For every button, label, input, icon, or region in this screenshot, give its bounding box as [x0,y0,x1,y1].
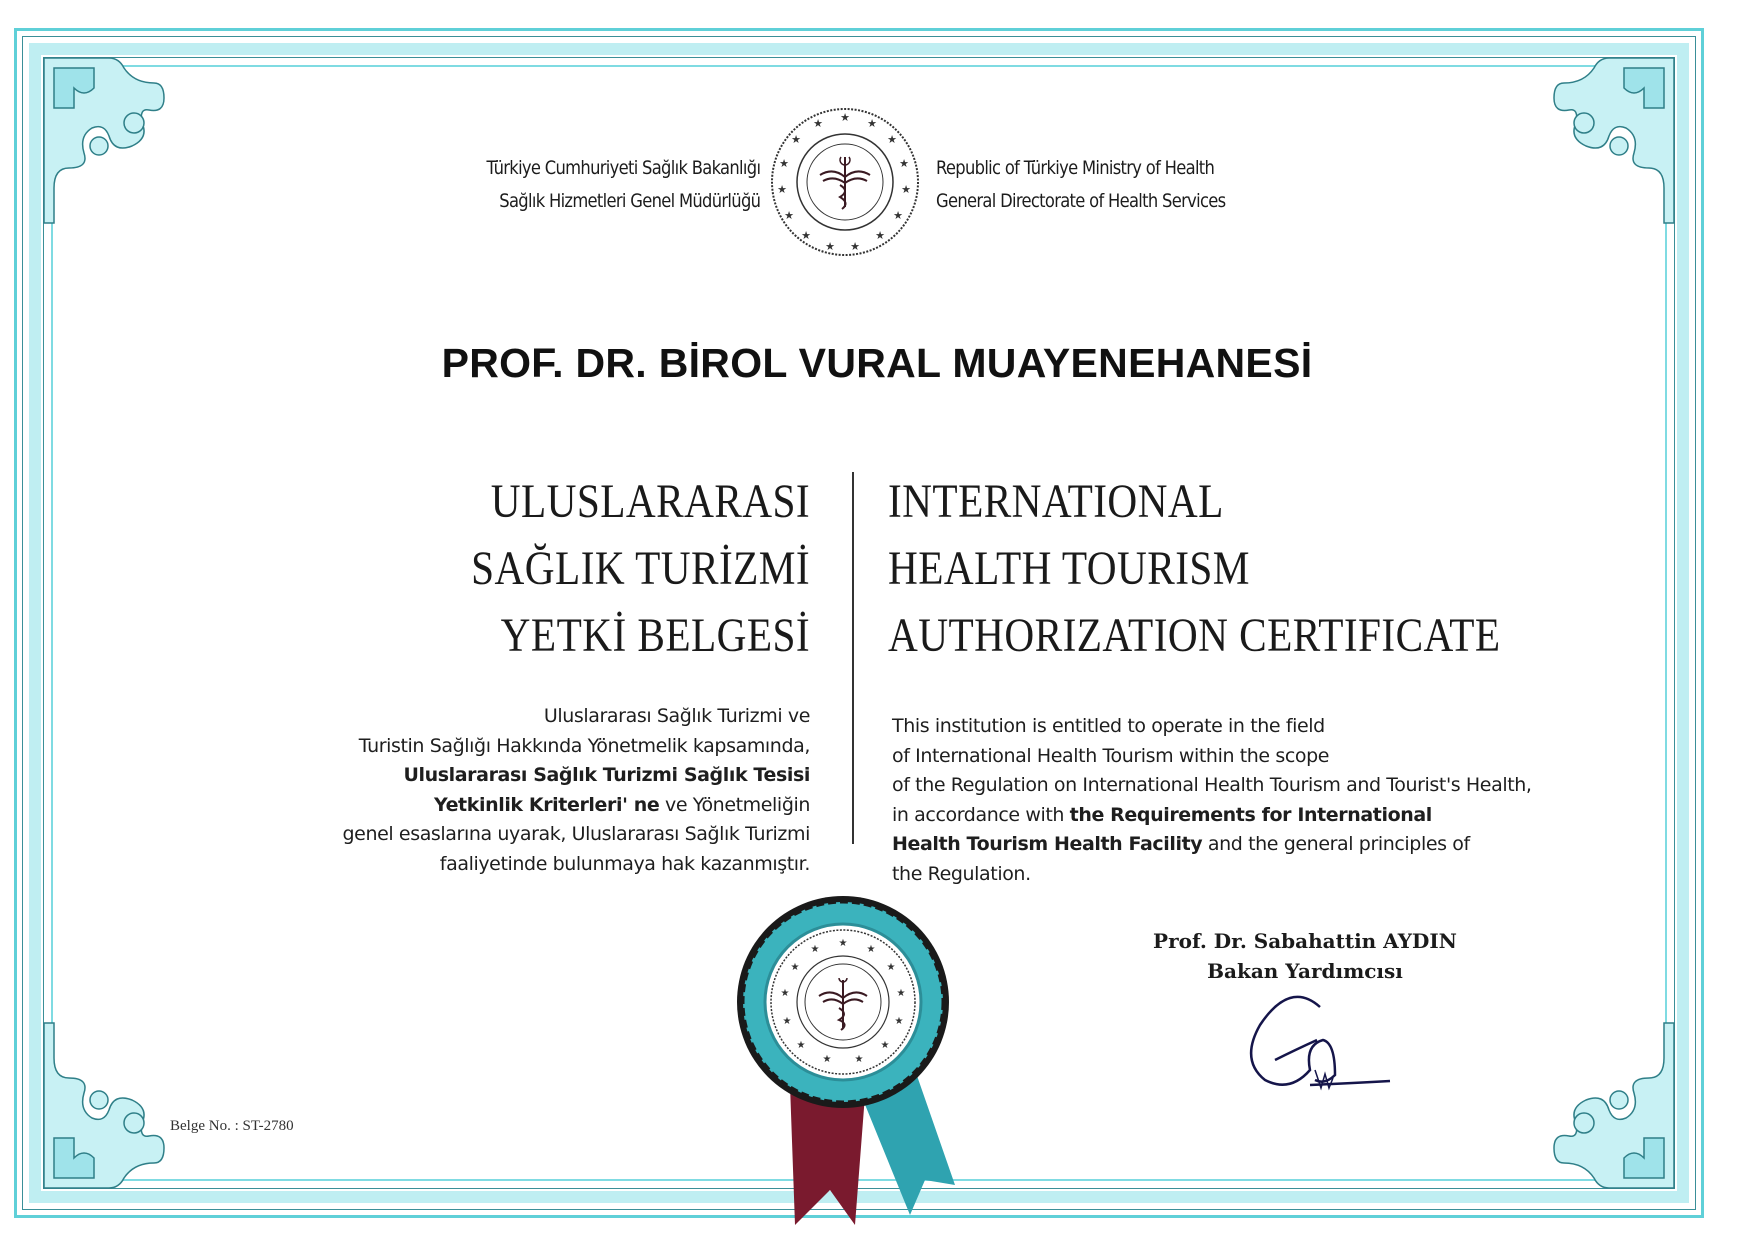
body-en-line-4-pre: in accordance with [892,803,1070,826]
body-en-line-1: This institution is entitled to operate in the field [892,715,1325,737]
svg-text:★: ★ [780,988,790,999]
svg-text:★: ★ [866,944,876,955]
body-en-line-4-bold: the Requirements for International [1069,803,1432,826]
certificate-heading-turkish [471,468,810,669]
body-tr-line-5: genel esaslarına uyarak, Uluslararası Sağlık Turizmi [342,823,810,845]
body-en-line-6: the Regulation. [892,862,1031,885]
heading-en-line-2: HEALTH TOURISM [888,542,1250,595]
svg-text:★: ★ [822,1054,832,1065]
svg-text:★: ★ [887,133,897,146]
heading-en-line-1: INTERNATIONAL [888,475,1224,528]
ministry-line-2-en: General Directorate of Health Services [936,190,1226,212]
svg-text:★: ★ [893,209,903,222]
signature-icon [1235,985,1395,1105]
body-en-line-2: of International Health Tourism within the scope [892,744,1330,767]
body-tr-line-1: Uluslararası Sağlık Turizmi ve [543,705,810,727]
body-tr-line-6: faaliyetinde bulunmaya hak kazanmıştır. [439,852,810,875]
svg-text:★: ★ [850,240,860,253]
heading-tr-line-3: YETKİ BELGESİ [500,609,810,662]
svg-text:★: ★ [867,117,877,130]
svg-text:★: ★ [880,1040,890,1051]
ministry-line-1-tr: Türkiye Cumhuriyeti Sağlık Bakanlığı [486,157,760,179]
signatory-block [1140,926,1470,986]
svg-text:★: ★ [875,229,885,242]
certificate-body-english [892,712,1662,889]
institution-title: PROF. DR. BİROL VURAL MUAYENEHANESİ [441,340,1313,386]
corner-ornament-top-right-icon [1504,28,1704,228]
signatory-name: Prof. Dr. Sabahattin AYDIN [1153,929,1457,953]
svg-text:★: ★ [825,240,835,253]
ministry-line-2-tr: Sağlık Hizmetleri Genel Müdürlüğü [499,190,760,212]
ministry-seal-icon [768,105,922,259]
signatory-title: Bakan Yardımcısı [1207,959,1403,983]
svg-text:★: ★ [840,111,850,124]
svg-text:★: ★ [886,962,896,973]
corner-ornament-top-left-icon [14,28,214,228]
column-divider [852,472,854,844]
ministry-line-1-en: Republic of Türkiye Ministry of Health [936,157,1215,179]
svg-text:★: ★ [796,1040,806,1051]
svg-text:★: ★ [801,229,811,242]
body-tr-line-4-bold: Yetkinlik Kriterleri' ne [433,793,660,816]
corner-ornament-bottom-right-icon [1504,1018,1704,1218]
svg-text:★: ★ [838,938,848,949]
certificate-heading-english [888,468,1501,669]
rosette-seal-icon [725,890,965,1241]
heading-en-line-3: AUTHORIZATION CERTIFICATE [888,609,1501,662]
body-en-line-5-rest: and the general principles of [1202,833,1470,855]
svg-text:★: ★ [782,1016,792,1027]
ministry-name-turkish [486,152,760,218]
body-tr-line-3-bold: Uluslararası Sağlık Turizmi Sağlık Tesisi [403,764,810,786]
svg-text:★: ★ [777,183,787,196]
svg-text:★: ★ [901,183,911,196]
heading-tr-line-2: SAĞLIK TURİZMİ [471,542,810,595]
body-tr-line-4-rest: ve Yönetmeliğin [659,793,810,816]
svg-text:★: ★ [896,988,906,999]
svg-text:★: ★ [779,157,789,170]
svg-text:★: ★ [813,117,823,130]
certificate-body-turkish [250,702,810,879]
ministry-name-english [936,152,1225,218]
svg-text:★: ★ [791,133,801,146]
body-en-line-3: of the Regulation on International Health Tourism and Tourist's Health, [892,774,1532,796]
svg-text:★: ★ [854,1054,864,1065]
svg-text:★: ★ [784,209,794,222]
body-en-line-5-bold: Health Tourism Health Facility [892,833,1203,855]
svg-text:★: ★ [790,962,800,973]
body-tr-line-2: Turistin Sağlığı Hakkında Yönetmelik kapsamında, [358,734,810,757]
svg-text:★: ★ [810,944,820,955]
heading-tr-line-1: ULUSLARARASI [490,475,810,528]
svg-text:★: ★ [899,157,909,170]
svg-text:★: ★ [894,1016,904,1027]
document-number: Belge No. : ST-2780 [170,1118,294,1134]
